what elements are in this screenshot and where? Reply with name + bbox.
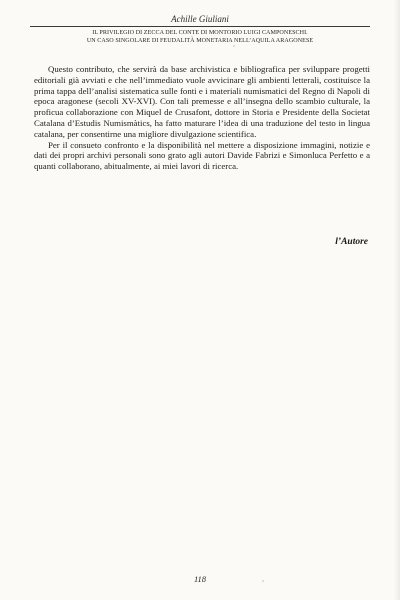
scan-edge-shadow (394, 0, 400, 600)
header-title-line-1: IL PRIVILEGIO DI ZECCA DEL CONTE DI MONTORIO LUIGI CAMPONESCHI. (92, 30, 308, 36)
paragraph-2: Per il consueto confronto e la disponibilità nel mettere a disposizione immagini, notizie e dati dei propri archivi personali sono grato agli autori Davide Fabrizi e Simonluca Perfetto e a quanti collaborano, abitualmente, ai miei lavori di ricerca. (34, 139, 370, 172)
signature: l’Autore (335, 237, 368, 247)
header-rule (30, 26, 370, 27)
header-title-line-2: UN CASO SINGOLARE DI FEUDALITÀ MONETARIA NELL’AQUILA ARAGONESE (86, 38, 314, 44)
header-author: Achille Giuliani (171, 14, 229, 24)
body-text (34, 64, 370, 172)
scan-spot (262, 580, 264, 582)
page-number: 118 (193, 574, 207, 584)
running-header (30, 14, 370, 45)
paragraph-1: Questo contributo, che servirà da base archivistica e bibliografica per sviluppare progetti editoriali già avviati e che nell’immediato vuole avvicinare gli ambienti letterali, costituisce la prima tappa dell’analisi sistematica sulle fonti e i materiali numismatici del Regno di Napoli di epoca aragonese (secoli XV-XVI). Con tali premesse e all’insegna dello scambio culturale, la proficua collaborazione con Miquel de Crusafont, dottore in Storia e Presidente della Societat Catalana d’Estudis Numismàtics, ha fatto maturare l’idea di una traduzione del testo in lingua catalana, per consentirne una migliore divulgazione scientifica. (34, 64, 370, 139)
scan-spot (233, 45, 235, 47)
